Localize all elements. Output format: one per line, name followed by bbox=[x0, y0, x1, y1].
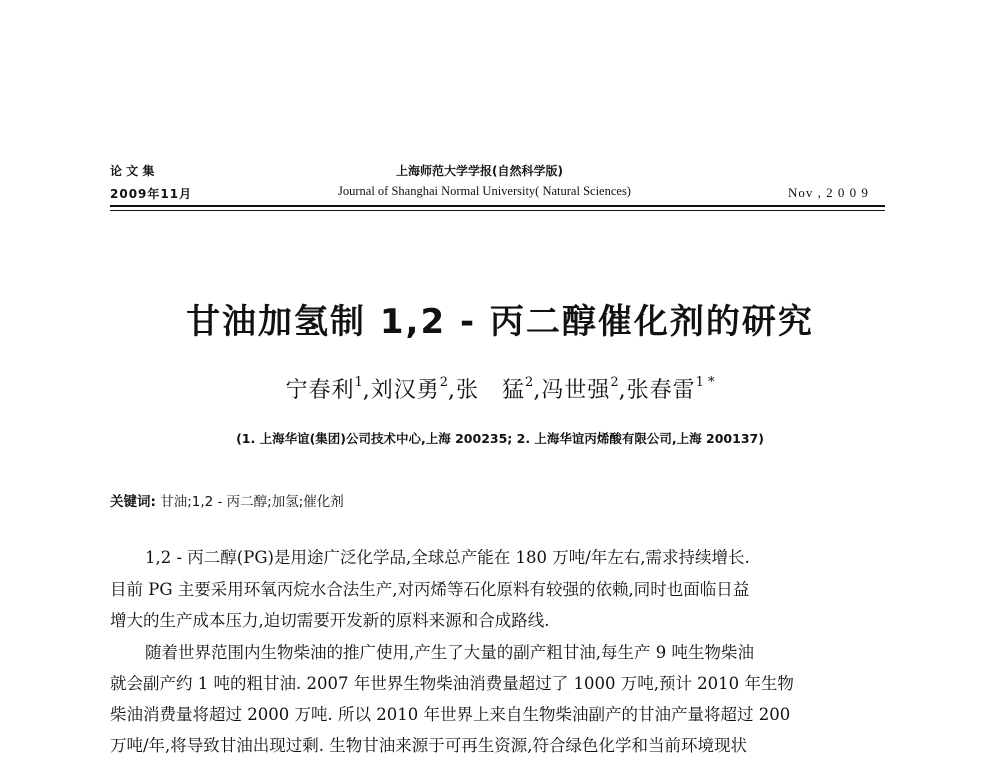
paper-title: 甘油加氢制 1,2 - 丙二醇催化剂的研究 bbox=[186, 302, 814, 342]
author-separator: , bbox=[533, 378, 542, 403]
header-issue-date: 2009年11月 bbox=[110, 187, 193, 201]
author-affiliation-mark: 1 * bbox=[695, 375, 715, 390]
author-affiliation-mark: 1 bbox=[354, 375, 363, 390]
keywords-label: 关键词: bbox=[110, 494, 156, 510]
author-list bbox=[0, 373, 1000, 404]
keywords bbox=[110, 490, 344, 510]
body-line: 1,2 - 丙二醇(PG)是用途广泛化学品,全球总产能在 180 万吨/年左右,需求持续增长. bbox=[145, 548, 750, 567]
author-separator: , bbox=[448, 378, 457, 403]
header-date-en: Nov , 2 0 0 9 bbox=[788, 185, 869, 200]
author-affiliation-mark: 2 bbox=[525, 375, 534, 390]
author-name: 张春雷 bbox=[626, 378, 696, 403]
author-name: 刘汉勇 bbox=[370, 378, 440, 403]
body-line: 万吨/年,将导致甘油出现过剩. 生物甘油来源于可再生资源,符合绿色化学和当前环境现状 bbox=[110, 736, 748, 755]
header-journal-en: Journal of Shanghai Normal University( Natural Sciences) bbox=[338, 184, 631, 198]
author-name: 冯世强 bbox=[541, 378, 611, 403]
header-rule-thick bbox=[110, 205, 885, 207]
author-affiliation-mark: 2 bbox=[610, 375, 619, 390]
header-section-label: 论 文 集 bbox=[110, 164, 155, 178]
affiliations: (1. 上海华谊(集团)公司技术中心,上海 200235; 2. 上海华谊丙烯酸有限公司,上海 200137) bbox=[236, 431, 764, 446]
author-affiliation-mark: 2 bbox=[439, 375, 449, 390]
body-line: 目前 PG 主要采用环氧丙烷水合法生产,对丙烯等石化原料有较强的依赖,同时也面临日益 bbox=[110, 580, 750, 599]
keywords-text: 甘油;1,2 - 丙二醇;加氢;催化剂 bbox=[160, 494, 344, 510]
author-name: 宁春利 bbox=[285, 378, 355, 403]
author-separator: , bbox=[362, 378, 371, 403]
body-line: 柴油消费量将超过 2000 万吨. 所以 2010 年世界上来自生物柴油副产的甘油产量将超过 200 bbox=[110, 705, 791, 724]
body-line: 随着世界范围内生物柴油的推广使用,产生了大量的副产粗甘油,每生产 9 吨生物柴油 bbox=[145, 643, 754, 662]
body-line: 增大的生产成本压力,迫切需要开发新的原料来源和合成路线. bbox=[110, 611, 550, 630]
author-name: 张 猛 bbox=[456, 378, 526, 403]
header-journal-cn: 上海师范大学学报(自然科学版) bbox=[396, 164, 563, 178]
body-line: 就会副产约 1 吨的粗甘油. 2007 年世界生物柴油消费量超过了 1000 万吨,预计 2010 年生物 bbox=[110, 674, 794, 693]
author-separator: , bbox=[618, 378, 627, 403]
header-rule-thin bbox=[110, 210, 885, 211]
